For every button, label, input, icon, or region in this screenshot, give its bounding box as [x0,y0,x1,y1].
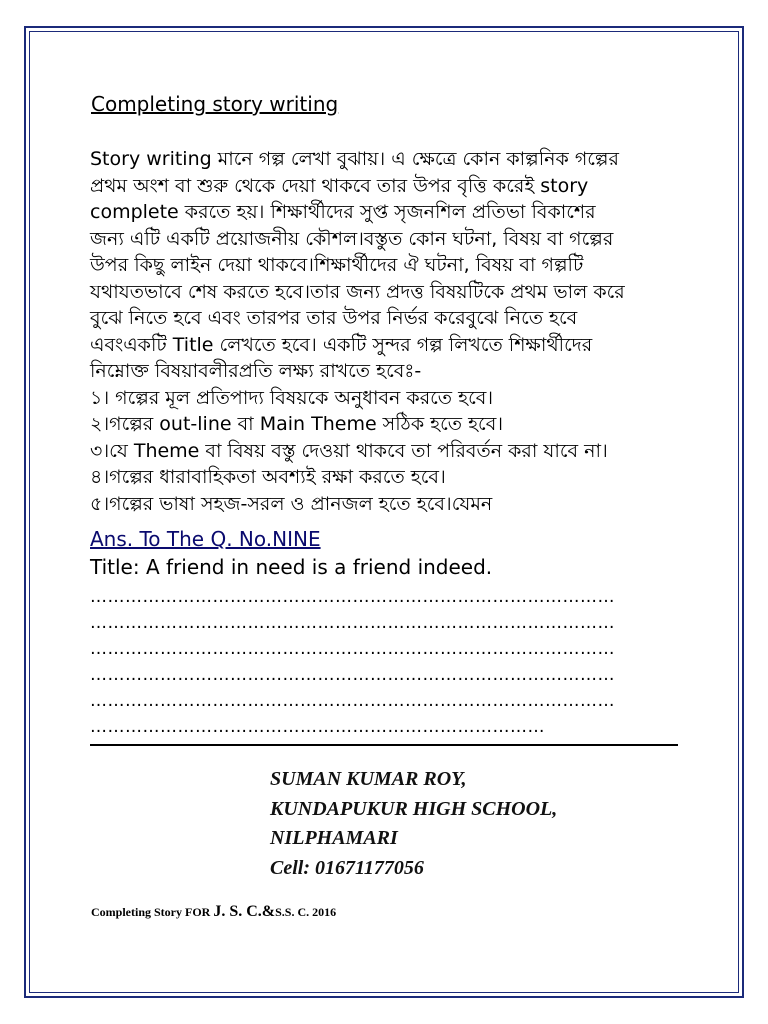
rule-item: ২।গল্পের out-line বা Main Theme সঠিক হতে হবে। [90,413,504,435]
separator-rule [90,744,678,746]
author-signature-block [270,765,557,883]
dotted-line: ……………………………………………………………………………… [90,613,615,633]
dotted-line: ……………………………………………………………………………… [90,691,615,711]
answer-label: Ans. To The Q. No.NINE [90,527,321,551]
dotted-line: ……………………………………………………………………………… [90,665,615,685]
body-line: Story writing মানে গল্প লেখা বুঝায়। এ ক্ষেত্রে কোন কাল্পনিক গল্পের [90,148,619,170]
rule-item: ৫।গল্পের ভাষা সহজ-সরল ও প্রানজল হতে হবে।যেমন [90,492,493,515]
dotted-line: ……………………………………………………………………………… [90,587,615,607]
body-line: প্রথম অংশ বা শুরু থেকে দেয়া থাকবে তার উপর বৃত্তি করেই story [90,174,589,197]
author-name: SUMAN KUMAR ROY, [270,768,467,790]
body-line: উপর কিছু লাইন দেয়া থাকবে।শিক্ষার্থীদের ঐ ঘটনা, বিষয় বা গল্পটি [90,254,584,276]
story-title: Title: A friend in need is a friend indeed. [90,555,493,579]
footer-prefix: Completing Story FOR [91,905,214,919]
instructions-paragraph [90,146,690,517]
dotted-line: ……………………………………………………………………………… [90,639,615,659]
rule-item: ৩।যে Theme বা বিষয় বস্তু দেওয়া থাকবে তা পরিবর্তন করা যাবে না। [90,439,608,462]
phone-number: Cell: 01671177056 [270,856,424,879]
body-line: বুঝে নিতে হবে এবং তারপর তার উপর নির্ভর করেবুঝে নিতে হবে [90,307,578,329]
page-footer [91,903,336,921]
answer-dotted-lines [90,584,680,740]
body-line: complete করতে হয়। শিক্ষার্থীদের সুপ্ত সৃজনশিল প্রতিভা বিকাশের [90,201,596,223]
body-line: যথাযতভাবে শেষ করতে হবে।তার জন্য প্রদত্ত বিষয়টিকে প্রথম ভাল করে [90,280,625,303]
footer-suffix: S.S. C. 2016 [275,905,337,919]
body-line: জন্য এটি একটি প্রয়োজনীয় কৌশল।বস্তুত কোন ঘটনা, বিষয় বা গল্পের [90,227,614,250]
body-line: এবংএকটি Title লেখতে হবে। একটি সুন্দর গল্প লিখতে শিক্ষার্থীদের [90,333,593,356]
dotted-line: …………………………………………………………………… [90,717,545,737]
school-name: KUNDAPUKUR HIGH SCHOOL, [270,797,558,820]
rule-item: ১। গল্পের মূল প্রতিপাদ্য বিষয়কে অনুধাবন করতে হবে। [90,386,494,409]
location: NILPHAMARI [270,827,398,849]
body-line: নিম্নোক্ত বিষয়াবলীরপ্রতি লক্ষ্য রাখতে হবেঃ- [90,360,422,382]
document-heading: Completing story writing [91,92,339,116]
rule-item: ৪।গল্পের ধারাবাহিকতা অবশ্যই রক্ষা করতে হবে। [90,466,446,488]
footer-exam: J. S. C.& [213,903,276,920]
